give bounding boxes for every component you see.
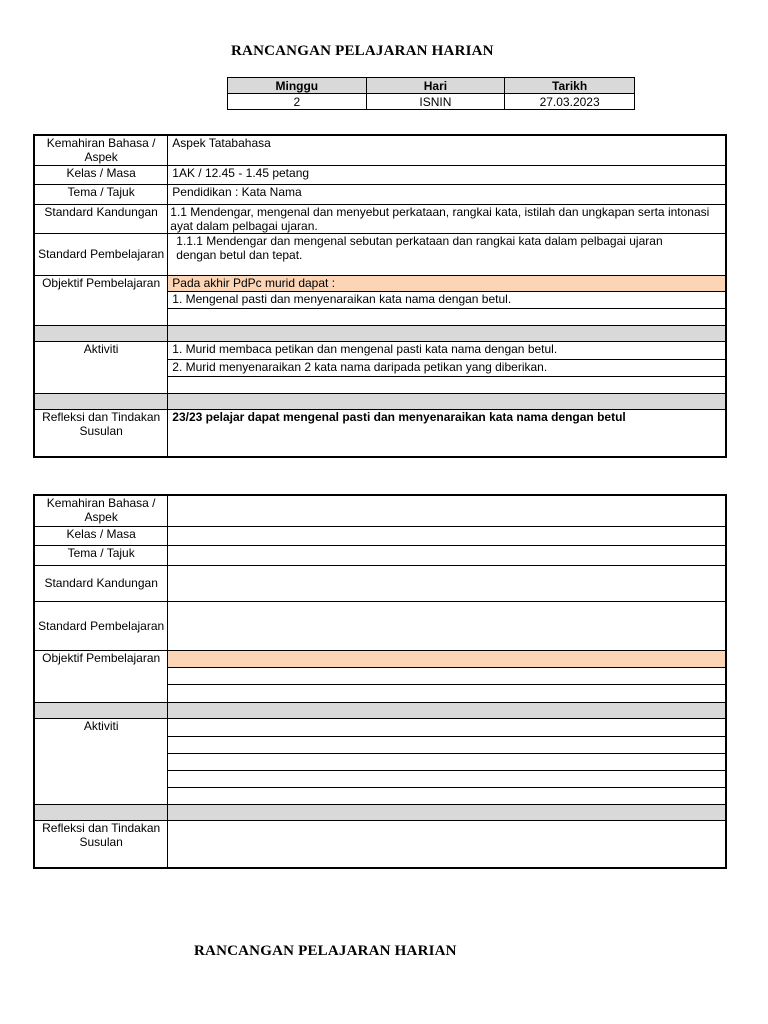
value-objektif-empty <box>168 308 726 325</box>
label-aktiviti: Aktiviti <box>34 718 168 804</box>
label-kemahiran: Kemahiran Bahasa / Aspek <box>34 135 168 165</box>
value-tarikh: 27.03.2023 <box>505 94 635 110</box>
value-aktiviti-row <box>168 718 726 736</box>
lesson-table-2 <box>33 494 727 869</box>
value-objektif-intro: Pada akhir PdPc murid dapat : <box>168 275 726 291</box>
separator-left <box>34 804 168 820</box>
lesson-table-1 <box>33 134 727 458</box>
value-kelas: 1AK / 12.45 - 1.45 petang <box>168 165 726 184</box>
label-aktiviti: Aktiviti <box>34 341 168 393</box>
separator-right <box>168 325 726 341</box>
label-sk: Standard Kandungan <box>34 565 168 601</box>
label-sp: Standard Pembelajaran <box>34 233 168 275</box>
page-title: RANCANGAN PELAJARAN HARIAN <box>231 43 494 59</box>
separator-left <box>34 702 168 718</box>
value-sk <box>168 565 726 601</box>
label-tema: Tema / Tajuk <box>34 184 168 204</box>
value-refleksi: 23/23 pelajar dapat mengenal pasti dan menyenaraikan kata nama dengan betul <box>168 409 726 457</box>
header-hari: Hari <box>366 78 505 94</box>
value-aktiviti-1: 1. Murid membaca petikan dan mengenal pasti kata nama dengan betul. <box>168 341 726 359</box>
info-table <box>227 77 635 110</box>
separator-right <box>168 804 726 820</box>
page-title-2: RANCANGAN PELAJARAN HARIAN <box>194 943 457 959</box>
value-hari: ISNIN <box>366 94 505 110</box>
value-aktiviti-row <box>168 770 726 787</box>
separator-right <box>168 702 726 718</box>
value-tema: Pendidikan : Kata Nama <box>168 184 726 204</box>
value-sk: 1.1 Mendengar, mengenal dan menyebut perkataan, rangkai kata, istilah dan ungkapan serta intonasi ayat dalam pelbagai ujaran. <box>168 204 726 233</box>
value-aktiviti-2: 2. Murid menyenaraikan 2 kata nama daripada petikan yang diberikan. <box>168 359 726 376</box>
value-aktiviti-row <box>168 736 726 753</box>
label-tema: Tema / Tajuk <box>34 545 168 565</box>
value-kemahiran <box>168 495 726 526</box>
value-sp <box>168 601 726 650</box>
value-kelas <box>168 526 726 545</box>
value-kemahiran: Aspek Tatabahasa <box>168 135 726 165</box>
label-sk: Standard Kandungan <box>34 204 168 233</box>
value-objektif-1: 1. Mengenal pasti dan menyenaraikan kata nama dengan betul. <box>168 291 726 308</box>
header-tarikh: Tarikh <box>505 78 635 94</box>
value-tema <box>168 545 726 565</box>
value-objektif-row <box>168 684 726 702</box>
label-kelas: Kelas / Masa <box>34 165 168 184</box>
separator-left <box>34 325 168 341</box>
label-objektif: Objektif Pembelajaran <box>34 650 168 702</box>
value-objektif-row <box>168 650 726 667</box>
value-refleksi <box>168 820 726 868</box>
label-refleksi: Refleksi dan Tindakan Susulan <box>34 820 168 868</box>
value-aktiviti-row <box>168 753 726 770</box>
header-minggu: Minggu <box>228 78 367 94</box>
separator-left <box>34 393 168 409</box>
label-objektif: Objektif Pembelajaran <box>34 275 168 325</box>
value-sp: 1.1.1 Mendengar dan mengenal sebutan perkataan dan rangkai kata dalam pelbagai ujaran dengan betul dan tepat. <box>168 233 726 275</box>
label-kemahiran: Kemahiran Bahasa / Aspek <box>34 495 168 526</box>
value-aktiviti-row <box>168 787 726 804</box>
label-kelas: Kelas / Masa <box>34 526 168 545</box>
value-aktiviti-empty <box>168 376 726 393</box>
value-objektif-row <box>168 667 726 684</box>
label-sp: Standard Pembelajaran <box>34 601 168 650</box>
separator-right <box>168 393 726 409</box>
label-refleksi: Refleksi dan Tindakan Susulan <box>34 409 168 457</box>
value-minggu: 2 <box>228 94 367 110</box>
